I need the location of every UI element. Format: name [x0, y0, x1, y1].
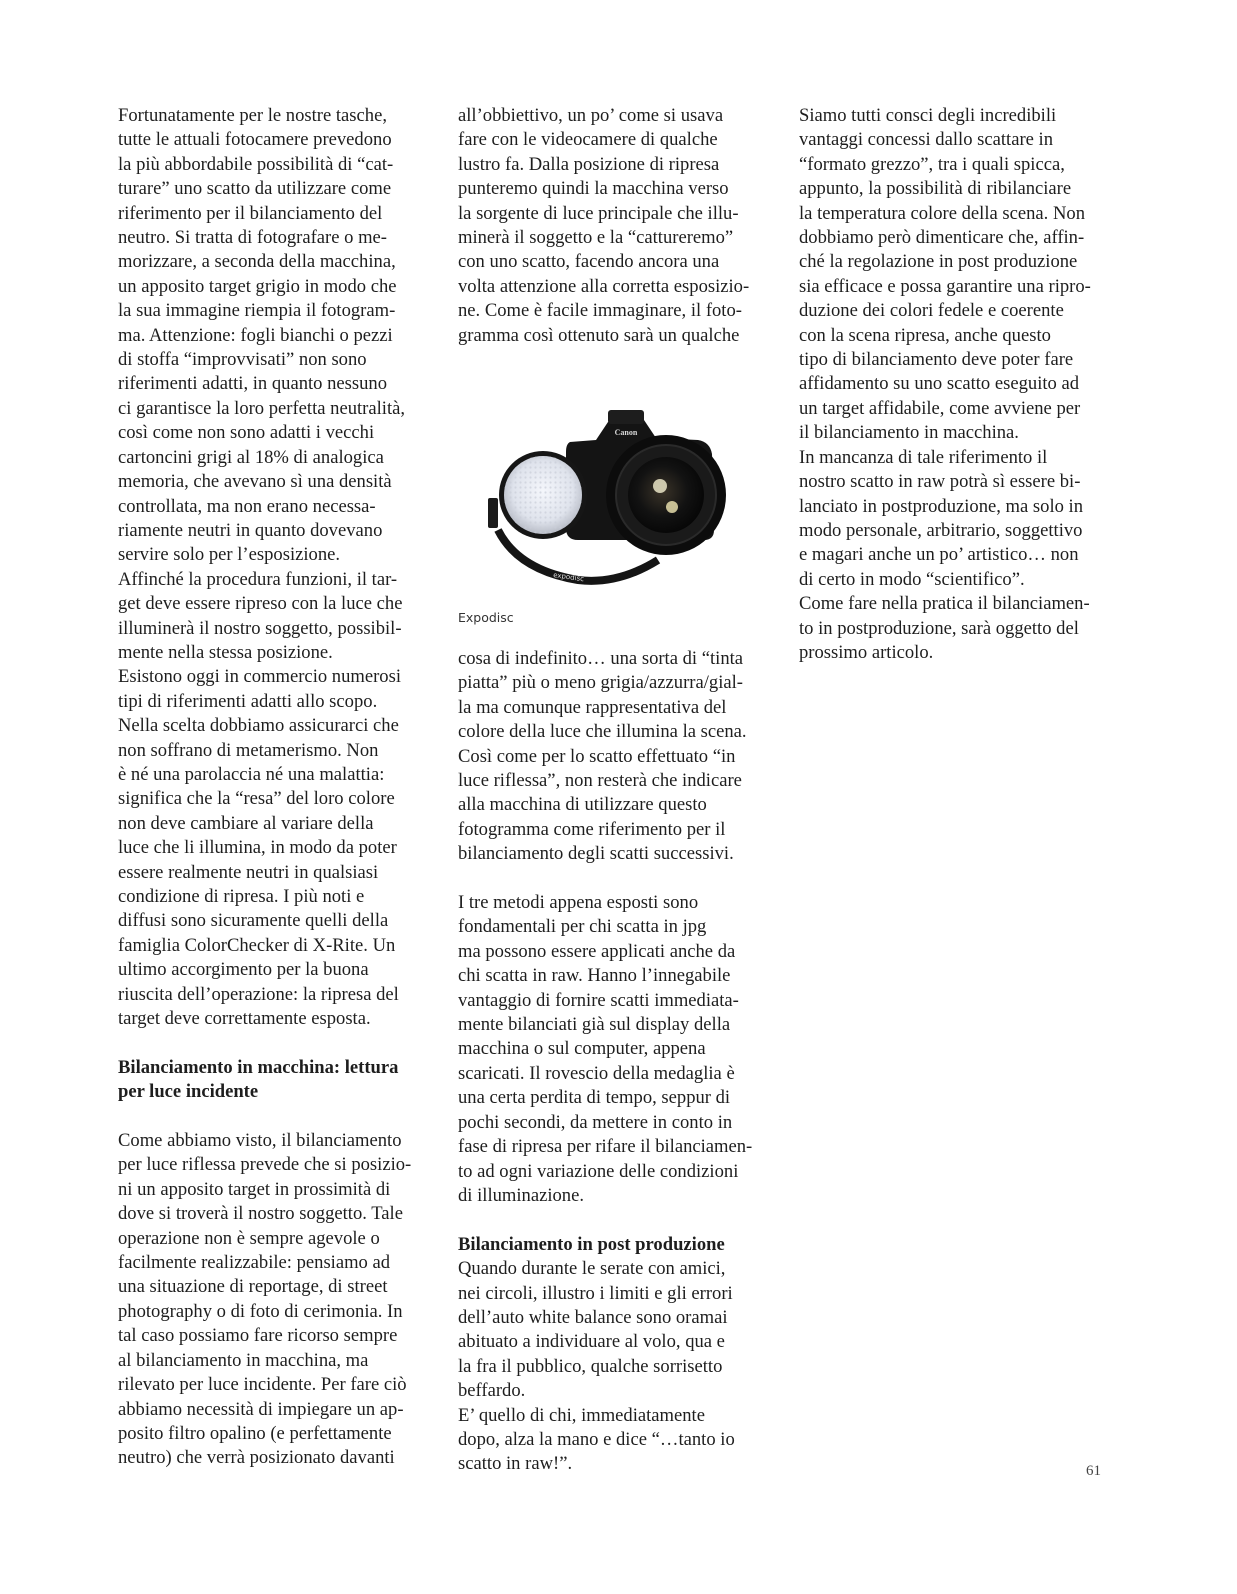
text-line: minerà il soggetto e la “cattureremo”	[458, 227, 734, 249]
text-line: lanciato in postproduzione, ma solo in	[799, 495, 1084, 517]
text-line: con uno scatto, facendo ancora una	[458, 251, 720, 273]
text-line: alla macchina di utilizzare questo	[458, 794, 707, 816]
text-line: la temperatura colore della scena. Non	[799, 202, 1085, 224]
text-line: vantaggio di fornire scatti immediata-	[458, 989, 739, 1011]
text-line: fotogramma come riferimento per il	[458, 818, 726, 840]
text-line: riamente neutri in quanto dovevano	[118, 519, 383, 541]
text-line: cosa di indefinito… una sorta di “tinta	[458, 648, 744, 669]
text-line: tutte le attuali fotocamere prevedono	[118, 129, 392, 151]
text-line: prossimo articolo.	[799, 641, 934, 663]
text-line: luce che li illumina, in modo da poter	[118, 837, 397, 859]
text-line: to ad ogni variazione delle condizioni	[458, 1160, 739, 1182]
text-line: un apposito target grigio in modo che	[118, 275, 397, 297]
text-line: dopo, alza la mano e dice “…tanto io	[458, 1428, 735, 1450]
text-line: fondamentali per chi scatta in jpg	[458, 916, 707, 938]
text-line: morizzare, a seconda della macchina,	[118, 251, 396, 273]
text-line: è né una parolaccia né una malattia:	[118, 763, 385, 785]
text-line: dove si troverà il nostro soggetto. Tale	[118, 1203, 403, 1225]
text-line: sia efficace e possa garantire una ripro-	[799, 275, 1091, 297]
text-line: lustro fa. Dalla posizione di ripresa	[458, 153, 720, 175]
paragraph-raw-users	[458, 1257, 768, 1477]
section-heading-incident-light	[118, 1056, 428, 1105]
text-line: riferimenti adatti, in quanto nessuno	[118, 373, 388, 395]
text-line: vantaggi concessi dallo scattare in	[799, 129, 1054, 151]
text-line: target deve correttamente esposta.	[118, 1008, 371, 1030]
text-line: tipo di bilanciamento deve poter fare	[799, 349, 1074, 371]
text-line: il bilanciamento in macchina.	[799, 422, 1019, 444]
text-line: di illuminazione.	[458, 1184, 584, 1206]
text-line: Come fare nella pratica il bilanciamen-	[799, 593, 1090, 615]
text-line: “formato grezzo”, tra i quali spicca,	[799, 153, 1065, 175]
column-2-top	[458, 104, 768, 348]
text-line: I tre metodi appena esposti sono	[458, 892, 699, 914]
text-line: macchina o sul computer, appena	[458, 1038, 706, 1060]
paragraph-intro-gray-target	[118, 104, 428, 1031]
text-line: gramma così ottenuto sarà un qualche	[458, 324, 740, 346]
text-line: abituato a individuare al volo, qua e	[458, 1331, 725, 1353]
text-line: riferimento per il bilanciamento del	[118, 202, 383, 224]
text-line: all’obbiettivo, un po’ come si usava	[458, 105, 724, 126]
paragraph-flat-tint	[458, 647, 768, 867]
text-line: con la scena ripresa, anche questo	[799, 324, 1051, 346]
text-line: una certa perdita di tempo, seppur di	[458, 1087, 731, 1109]
text-line: scaricati. Il rovescio della medaglia è	[458, 1062, 735, 1084]
text-line: Nella scelta dobbiamo assicurarci che	[118, 715, 399, 737]
text-line: facilmente realizzabile: pensiamo ad	[118, 1252, 391, 1274]
text-line: non deve cambiare al variare della	[118, 812, 374, 834]
text-line: Come abbiamo visto, il bilanciamento	[118, 1130, 402, 1152]
text-line: al bilanciamento in macchina, ma	[118, 1349, 369, 1371]
text-line: In mancanza di tale riferimento il	[799, 446, 1048, 468]
text-line: la più abbordabile possibilità di “cat-	[118, 153, 394, 175]
section-heading-post-production: Bilanciamento in post produzione	[458, 1233, 725, 1255]
text-line: dobbiamo però dimenticare che, affin-	[799, 227, 1085, 249]
text-line: Fortunatamente per le nostre tasche,	[118, 105, 387, 126]
text-line: get deve essere ripreso con la luce che	[118, 593, 403, 615]
text-line: non soffrano di metamerismo. Non	[118, 739, 379, 761]
text-line: neutro) che verrà posizionato davanti	[118, 1447, 395, 1469]
text-line: una situazione di reportage, di street	[118, 1276, 388, 1298]
text-line: ma possono essere applicati anche da	[458, 940, 736, 962]
paragraph-three-methods	[458, 891, 768, 1208]
text-line: illuminerà il nostro soggetto, possibil-	[118, 617, 402, 639]
text-line: bilanciamento degli scatti successivi.	[458, 843, 734, 865]
text-line: to in postproduzione, sarà oggetto del	[799, 617, 1079, 639]
text-line: beffardo.	[458, 1380, 526, 1402]
text-line: operazione non è sempre agevole o	[118, 1227, 380, 1249]
text-line: scatto in raw!”.	[458, 1453, 573, 1475]
text-line: diffusi sono sicuramente quelli della	[118, 910, 389, 932]
text-line: essere realmente neutri in qualsiasi	[118, 861, 379, 883]
text-line: tal caso possiamo fare ricorso sempre	[118, 1325, 398, 1347]
text-line: memoria, che avevano sì una densità	[118, 471, 392, 493]
text-line: fare con le videocamere di qualche	[458, 129, 718, 151]
column-1	[118, 104, 428, 1471]
text-line: ni un apposito target in prossimità di	[118, 1178, 391, 1200]
text-line: affidamento su uno scatto eseguito ad	[799, 373, 1080, 395]
text-line: nei circoli, illustro i limiti e gli errori	[458, 1282, 733, 1304]
paragraph-raw-advantages	[799, 104, 1119, 665]
text-line: mente bilanciati già sul display della	[458, 1014, 731, 1036]
text-line: condizione di ripresa. I più noti e	[118, 886, 365, 907]
text-line: chi scatta in raw. Hanno l’innegabile	[458, 965, 731, 987]
text-line: E’ quello di chi, immediatamente	[458, 1404, 705, 1426]
camera-with-expodisc-image	[458, 380, 768, 610]
text-line: colore della luce che illumina la scena.	[458, 721, 747, 743]
svg-text:expodisc: expodisc	[552, 571, 585, 584]
text-line: di stoffa “improvvisati” non sono	[118, 349, 367, 371]
text-line: rilevato per luce incidente. Per fare ciò	[118, 1374, 407, 1396]
paragraph-lens-filter	[458, 104, 768, 348]
page-number: 61	[1086, 1463, 1101, 1479]
text-line: abbiamo necessità di impiegare un ap-	[118, 1398, 404, 1420]
svg-text:Canon: Canon	[614, 428, 638, 437]
text-line: un target affidabile, come avviene per	[799, 397, 1081, 419]
text-line: controllata, ma non erano necessa-	[118, 495, 376, 517]
text-line: ci garantisce la loro perfetta neutralità,	[118, 397, 406, 419]
text-line: nostro scatto in raw potrà sì essere bi-	[799, 471, 1081, 493]
text-line: punteremo quindi la macchina verso	[458, 178, 729, 200]
text-line: Affinché la procedura funzioni, il tar-	[118, 568, 398, 590]
text-line: e magari anche un po’ artistico… non	[799, 544, 1079, 566]
text-line: la sorgente di luce principale che illu-	[458, 202, 739, 224]
text-line: Così come per lo scatto effettuato “in	[458, 745, 736, 767]
column-2-bottom	[458, 647, 768, 1477]
paragraph-incident-light	[118, 1129, 428, 1471]
text-line: riuscita dell’operazione: la ripresa del	[118, 983, 399, 1005]
text-line: per luce riflessa prevede che si posizio-	[118, 1154, 412, 1176]
text-line: Siamo tutti consci degli incredibili	[799, 105, 1057, 126]
column-3	[799, 104, 1119, 665]
expodisc-photo	[458, 380, 768, 630]
text-line: dell’auto white balance sono oramai	[458, 1306, 728, 1328]
text-line: piatta” più o meno grigia/azzurra/gial-	[458, 672, 743, 694]
text-line: volta attenzione alla corretta esposizio-	[458, 275, 750, 297]
text-line: Esistono oggi in commercio numerosi	[118, 666, 402, 688]
text-line: tipi di riferimenti adatti allo scopo.	[118, 690, 378, 712]
text-line: servire solo per l’esposizione.	[118, 544, 341, 566]
text-line: la ma comunque rappresentativa del	[458, 696, 727, 718]
text-line: Quando durante le serate con amici,	[458, 1258, 726, 1280]
text-line: luce riflessa”, non resterà che indicare	[458, 770, 742, 792]
text-line: duzione dei colori fedele e coerente	[799, 300, 1064, 322]
text-line: pochi secondi, da mettere in conto in	[458, 1111, 733, 1133]
text-line: appunto, la possibilità di ribilanciare	[799, 178, 1072, 200]
text-line: così come non sono adatti i vecchi	[118, 422, 375, 444]
text-line: cartoncini grigi al 18% di analogica	[118, 446, 384, 468]
text-line: turare” uno scatto da utilizzare come	[118, 178, 392, 200]
text-line: ma. Attenzione: fogli bianchi o pezzi	[118, 324, 393, 346]
text-line: neutro. Si tratta di fotografare o me-	[118, 227, 387, 249]
text-line: significa che la “resa” del loro colore	[118, 788, 395, 810]
text-line: modo personale, arbitrario, soggettivo	[799, 519, 1083, 541]
text-line: posito filtro opalino (e perfettamente	[118, 1422, 392, 1444]
text-line: ne. Come è facile immaginare, il foto-	[458, 300, 742, 322]
text-line: famiglia ColorChecker di X-Rite. Un	[118, 934, 396, 956]
text-line: la fra il pubblico, qualche sorrisetto	[458, 1355, 723, 1377]
text-line: per luce incidente	[118, 1081, 259, 1103]
text-line: ultimo accorgimento per la buona	[118, 959, 369, 981]
text-line: di certo in modo “scientifico”.	[799, 568, 1025, 590]
text-line: Bilanciamento in macchina: lettura	[118, 1056, 399, 1078]
text-line: photography o di foto di cerimonia. In	[118, 1300, 403, 1322]
figure-caption: Expodisc	[458, 610, 514, 625]
text-line: mente nella stessa posizione.	[118, 641, 333, 663]
text-line: la sua immagine riempia il fotogram-	[118, 300, 396, 322]
text-line: fase di ripresa per rifare il bilanciamen-	[458, 1136, 753, 1158]
text-line: ché la regolazione in post produzione	[799, 251, 1078, 273]
